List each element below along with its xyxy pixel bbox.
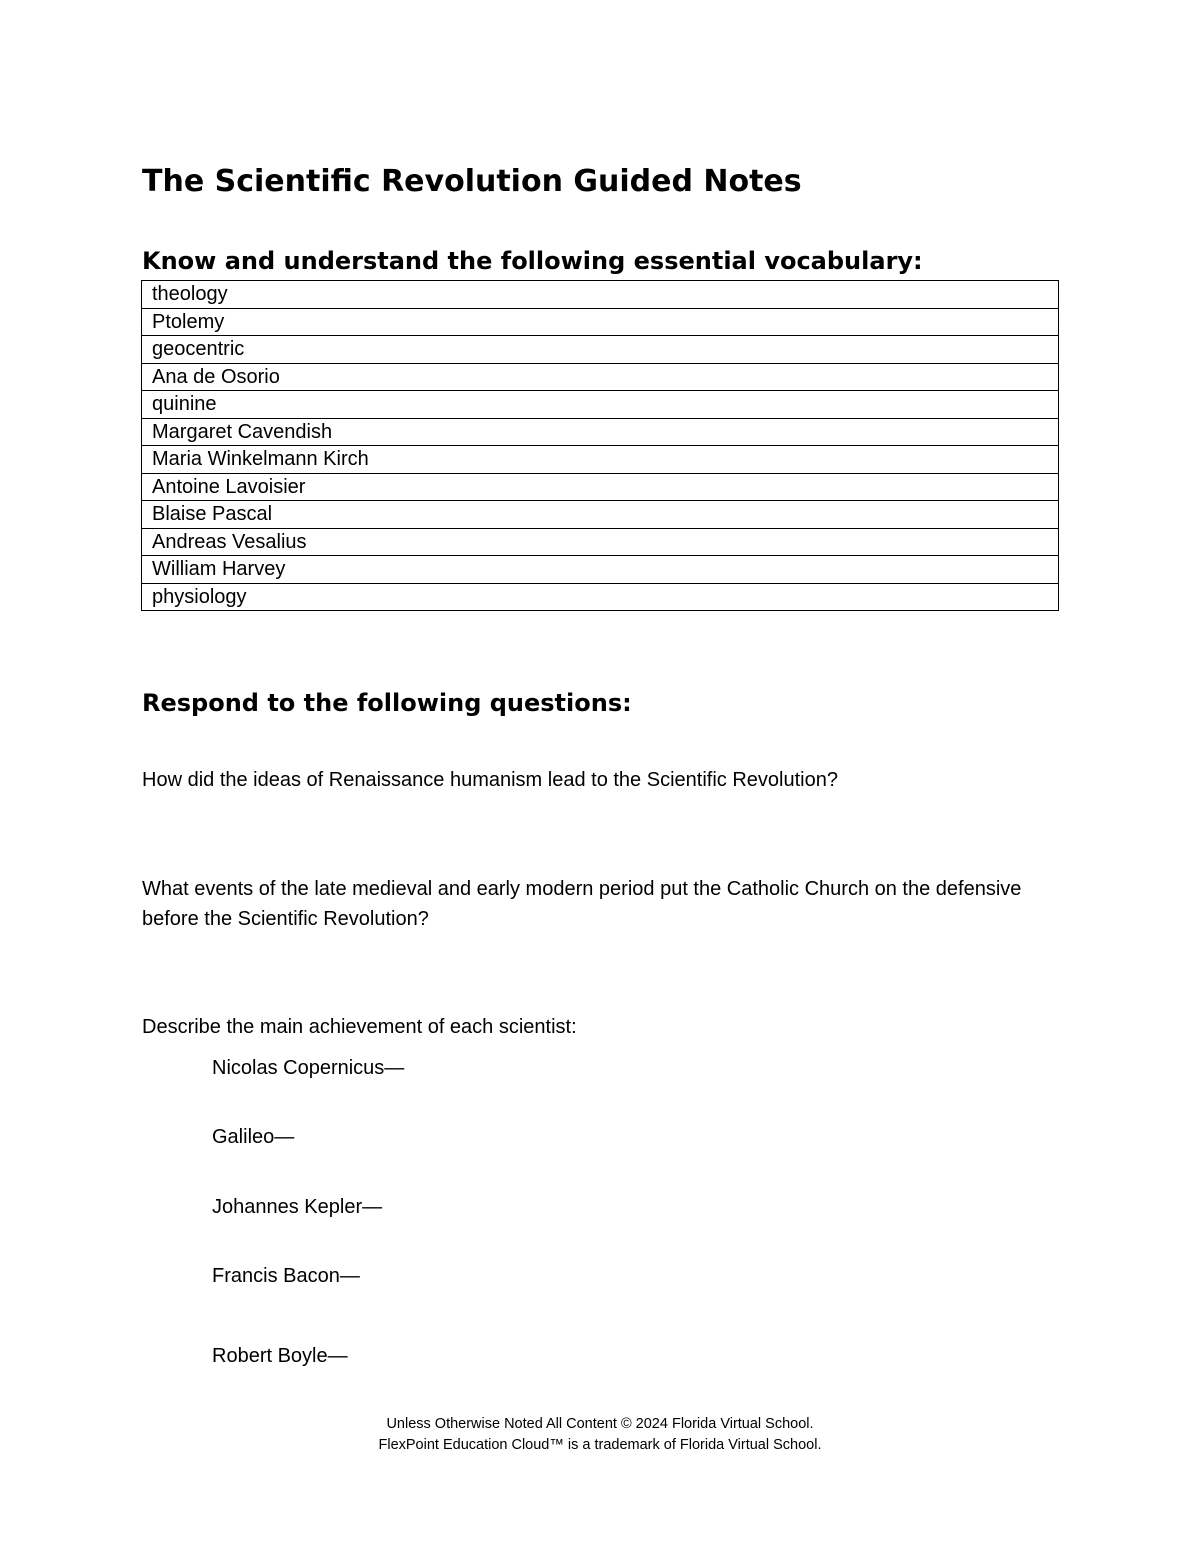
question-catholic-church: What events of the late medieval and early modern period put the Catholic Church on the defensive before the Scientific Revolution? bbox=[142, 878, 1022, 930]
vocab-term: theology bbox=[142, 281, 1059, 309]
vocab-term: Ana de Osorio bbox=[142, 363, 1059, 391]
table-row bbox=[142, 336, 1059, 364]
vocab-term: Ptolemy bbox=[142, 308, 1059, 336]
scientist-kepler: Johannes Kepler— bbox=[212, 1196, 383, 1218]
questions-heading: Respond to the following questions: bbox=[142, 689, 632, 717]
table-row bbox=[142, 391, 1059, 419]
vocab-term: Antoine Lavoisier bbox=[142, 473, 1059, 501]
scientist-bacon: Francis Bacon— bbox=[212, 1265, 360, 1287]
vocab-term: quinine bbox=[142, 391, 1059, 419]
table-row bbox=[142, 501, 1059, 529]
table-row bbox=[142, 308, 1059, 336]
scientist-galileo: Galileo— bbox=[212, 1126, 295, 1148]
scientist-copernicus: Nicolas Copernicus— bbox=[212, 1057, 405, 1079]
vocab-term: Margaret Cavendish bbox=[142, 418, 1059, 446]
table-row bbox=[142, 583, 1059, 611]
footer bbox=[0, 1414, 1200, 1456]
footer-trademark: FlexPoint Education Cloud™ is a trademark of Florida Virtual School. bbox=[378, 1437, 822, 1453]
table-row bbox=[142, 446, 1059, 474]
scientist-boyle: Robert Boyle— bbox=[212, 1345, 348, 1367]
table-row bbox=[142, 281, 1059, 309]
question-humanism: How did the ideas of Renaissance humanism lead to the Scientific Revolution? bbox=[142, 769, 838, 791]
page-title: The Scientific Revolution Guided Notes bbox=[142, 164, 802, 199]
vocabulary-table bbox=[141, 280, 1059, 611]
table-row bbox=[142, 556, 1059, 584]
vocab-term: William Harvey bbox=[142, 556, 1059, 584]
table-row bbox=[142, 418, 1059, 446]
vocab-term: Andreas Vesalius bbox=[142, 528, 1059, 556]
vocab-term: geocentric bbox=[142, 336, 1059, 364]
table-row bbox=[142, 528, 1059, 556]
vocabulary-heading: Know and understand the following essential vocabulary: bbox=[142, 247, 923, 275]
vocab-term: Blaise Pascal bbox=[142, 501, 1059, 529]
footer-copyright: Unless Otherwise Noted All Content © 2024 Florida Virtual School. bbox=[386, 1416, 814, 1432]
table-row bbox=[142, 363, 1059, 391]
question-scientists: Describe the main achievement of each scientist: bbox=[142, 1016, 577, 1038]
vocab-term: physiology bbox=[142, 583, 1059, 611]
table-row bbox=[142, 473, 1059, 501]
vocab-term: Maria Winkelmann Kirch bbox=[142, 446, 1059, 474]
